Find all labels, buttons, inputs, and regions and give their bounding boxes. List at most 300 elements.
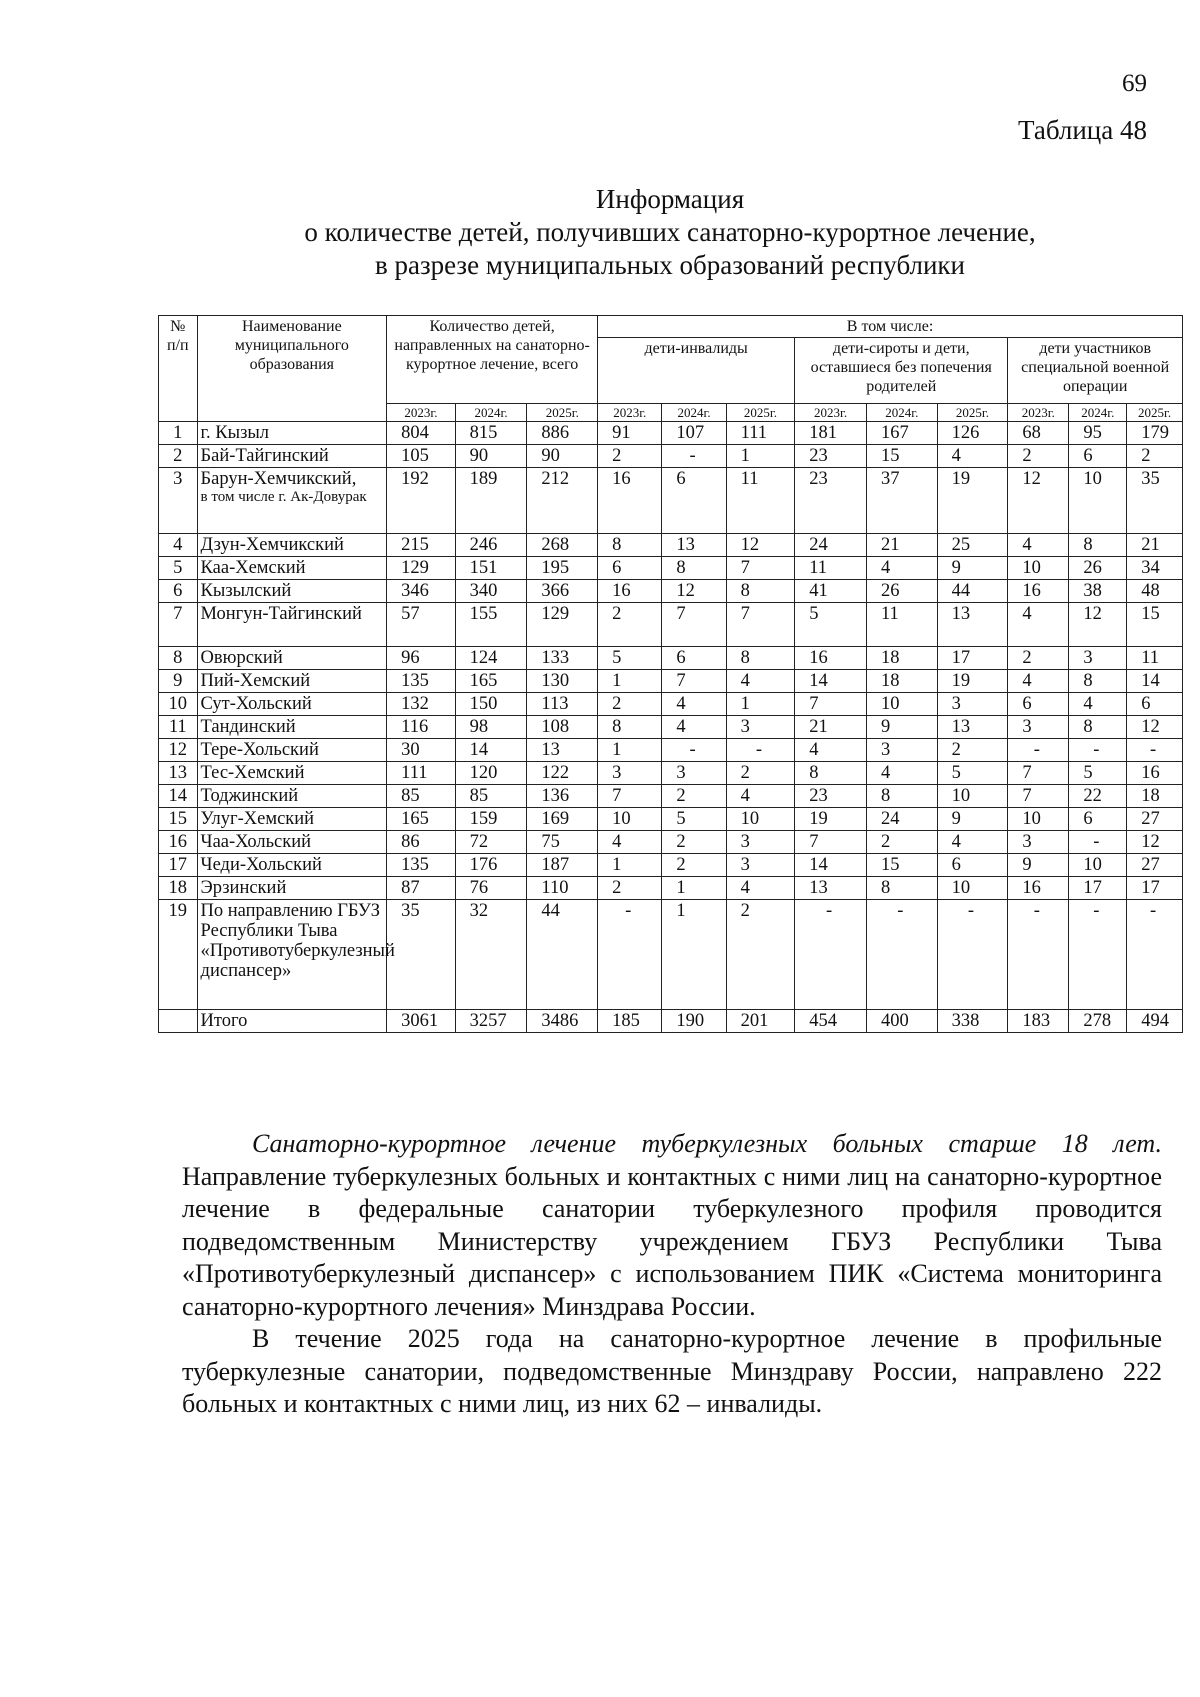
- row-number: 10: [159, 693, 198, 716]
- value-cell: 8: [795, 762, 867, 785]
- value-cell: 12: [662, 580, 726, 603]
- year-header: 2024г.: [662, 404, 726, 422]
- value-cell: 8: [598, 716, 662, 739]
- body-text: [182, 1128, 1162, 1421]
- municipality-name-text: Пий-Хемский: [200, 671, 311, 691]
- value-cell: 10: [1008, 557, 1069, 580]
- municipality-name-text: Улуг-Хемский: [200, 809, 315, 829]
- municipality-name-text: Тандинский: [200, 717, 296, 737]
- value-cell: 108: [527, 716, 598, 739]
- value-cell: 14: [795, 670, 867, 693]
- value-cell: 4: [1008, 670, 1069, 693]
- value-cell: 3: [1008, 716, 1069, 739]
- value-cell: 2: [662, 785, 726, 808]
- value-cell: 167: [866, 422, 937, 445]
- value-cell: 11: [1127, 647, 1183, 670]
- municipality-name-text: Бай-Тайгинский: [200, 446, 329, 466]
- value-cell: 3061: [387, 1010, 456, 1033]
- value-cell: -: [662, 739, 726, 762]
- value-cell: 2: [726, 762, 795, 785]
- year-header: 2025г.: [726, 404, 795, 422]
- value-cell: 4: [937, 445, 1008, 468]
- value-cell: 16: [1008, 580, 1069, 603]
- value-cell: 3257: [455, 1010, 527, 1033]
- municipality-name-text: Дзун-Хемчикский: [200, 535, 344, 555]
- municipality-name: [197, 468, 387, 534]
- table-row: [159, 422, 1183, 445]
- municipality-name-text: По направлению ГБУЗ Республики Тыва «Противотуберкулезный диспансер»: [200, 901, 395, 981]
- value-cell: 12: [1069, 603, 1127, 647]
- row-number: 4: [159, 534, 198, 557]
- value-cell: 21: [866, 534, 937, 557]
- value-cell: 3: [726, 831, 795, 854]
- value-cell: 176: [455, 854, 527, 877]
- value-cell: 90: [455, 445, 527, 468]
- municipality-name: [197, 739, 387, 762]
- header-total: Количество детей, направленных на санаторно-курортное лечение, всего: [387, 316, 598, 404]
- value-cell: 5: [795, 603, 867, 647]
- value-cell: 122: [527, 762, 598, 785]
- municipality-name-text: Чеди-Хольский: [200, 855, 322, 875]
- value-cell: 5: [662, 808, 726, 831]
- paragraph-1: [182, 1128, 1162, 1323]
- value-cell: 1: [598, 739, 662, 762]
- table-row: [159, 580, 1183, 603]
- municipality-name-text: Монгун-Тайгинский: [200, 604, 362, 624]
- municipality-name: [197, 716, 387, 739]
- value-cell: -: [598, 900, 662, 1010]
- value-cell: 8: [726, 580, 795, 603]
- value-cell: 10: [866, 693, 937, 716]
- value-cell: 4: [662, 693, 726, 716]
- row-number: 12: [159, 739, 198, 762]
- year-header: 2024г.: [866, 404, 937, 422]
- value-cell: 26: [1069, 557, 1127, 580]
- table-row: [159, 831, 1183, 854]
- table-label: Таблица 48: [1018, 115, 1147, 145]
- year-header: 2023г.: [387, 404, 456, 422]
- row-number: 6: [159, 580, 198, 603]
- value-cell: 7: [1008, 762, 1069, 785]
- value-cell: 8: [1069, 534, 1127, 557]
- value-cell: 75: [527, 831, 598, 854]
- value-cell: 11: [795, 557, 867, 580]
- value-cell: 8: [1069, 670, 1127, 693]
- value-cell: 886: [527, 422, 598, 445]
- value-cell: 366: [527, 580, 598, 603]
- municipality-subnote: в том числе г. Ак-Довурак: [200, 489, 367, 505]
- value-cell: 15: [1127, 603, 1183, 647]
- value-cell: 4: [726, 670, 795, 693]
- value-cell: 44: [937, 580, 1008, 603]
- value-cell: 120: [455, 762, 527, 785]
- value-cell: 155: [455, 603, 527, 647]
- value-cell: 21: [795, 716, 867, 739]
- header-disabled: дети-инвалиды: [598, 338, 795, 404]
- value-cell: 151: [455, 557, 527, 580]
- municipality-name-text: Тере-Хольский: [200, 740, 319, 760]
- value-cell: 17: [1127, 877, 1183, 900]
- value-cell: 19: [795, 808, 867, 831]
- value-cell: 192: [387, 468, 456, 534]
- value-cell: 18: [866, 670, 937, 693]
- municipality-name-text: Каа-Хемский: [200, 558, 306, 578]
- value-cell: 3: [937, 693, 1008, 716]
- value-cell: 2: [598, 693, 662, 716]
- value-cell: 116: [387, 716, 456, 739]
- value-cell: 105: [387, 445, 456, 468]
- value-cell: 10: [726, 808, 795, 831]
- value-cell: 494: [1127, 1010, 1183, 1033]
- value-cell: 2: [1008, 445, 1069, 468]
- value-cell: 2: [937, 739, 1008, 762]
- value-cell: 23: [795, 468, 867, 534]
- value-cell: 1: [726, 445, 795, 468]
- table-row: [159, 900, 1183, 1010]
- value-cell: 16: [1127, 762, 1183, 785]
- value-cell: 13: [937, 716, 1008, 739]
- municipality-name-text: Итого: [200, 1011, 248, 1031]
- year-header: 2025г.: [527, 404, 598, 422]
- value-cell: 1: [662, 900, 726, 1010]
- value-cell: 24: [866, 808, 937, 831]
- value-cell: 8: [866, 877, 937, 900]
- value-cell: 4: [726, 877, 795, 900]
- row-number: 14: [159, 785, 198, 808]
- value-cell: 110: [527, 877, 598, 900]
- municipality-name: [197, 603, 387, 647]
- value-cell: 7: [598, 785, 662, 808]
- value-cell: 8: [598, 534, 662, 557]
- value-cell: 35: [387, 900, 456, 1010]
- value-cell: 2: [598, 877, 662, 900]
- value-cell: 12: [726, 534, 795, 557]
- value-cell: 268: [527, 534, 598, 557]
- municipality-name: [197, 534, 387, 557]
- data-table: [158, 315, 1183, 1033]
- value-cell: 187: [527, 854, 598, 877]
- value-cell: 68: [1008, 422, 1069, 445]
- value-cell: 9: [866, 716, 937, 739]
- value-cell: 4: [866, 762, 937, 785]
- row-number: 7: [159, 603, 198, 647]
- table-body: [159, 422, 1183, 1033]
- value-cell: 4: [598, 831, 662, 854]
- value-cell: 3: [726, 854, 795, 877]
- value-cell: 15: [866, 854, 937, 877]
- municipality-name-text: г. Кызыл: [200, 423, 270, 443]
- value-cell: 454: [795, 1010, 867, 1033]
- value-cell: 2: [662, 831, 726, 854]
- value-cell: 9: [937, 808, 1008, 831]
- value-cell: 3: [726, 716, 795, 739]
- value-cell: 6: [662, 468, 726, 534]
- value-cell: 6: [937, 854, 1008, 877]
- row-number: [159, 1010, 198, 1033]
- value-cell: 159: [455, 808, 527, 831]
- value-cell: 10: [937, 785, 1008, 808]
- table-row: [159, 693, 1183, 716]
- municipality-name: [197, 557, 387, 580]
- value-cell: 8: [726, 647, 795, 670]
- value-cell: 212: [527, 468, 598, 534]
- value-cell: 90: [527, 445, 598, 468]
- document-title: [170, 183, 1170, 282]
- value-cell: 16: [598, 468, 662, 534]
- value-cell: 4: [1008, 603, 1069, 647]
- year-header: 2025г.: [1127, 404, 1183, 422]
- value-cell: 24: [795, 534, 867, 557]
- value-cell: 4: [1008, 534, 1069, 557]
- value-cell: 22: [1069, 785, 1127, 808]
- value-cell: 124: [455, 647, 527, 670]
- value-cell: 400: [866, 1010, 937, 1033]
- value-cell: 27: [1127, 854, 1183, 877]
- value-cell: 27: [1127, 808, 1183, 831]
- value-cell: 7: [1008, 785, 1069, 808]
- row-number: 19: [159, 900, 198, 1010]
- value-cell: 37: [866, 468, 937, 534]
- value-cell: 57: [387, 603, 456, 647]
- value-cell: 129: [527, 603, 598, 647]
- row-number: 1: [159, 422, 198, 445]
- value-cell: 7: [662, 670, 726, 693]
- value-cell: 133: [527, 647, 598, 670]
- title-line-2: о количестве детей, получивших санаторно-курортное лечение,: [304, 217, 1036, 247]
- value-cell: 7: [795, 831, 867, 854]
- value-cell: 95: [1069, 422, 1127, 445]
- table-row: [159, 670, 1183, 693]
- value-cell: -: [1069, 831, 1127, 854]
- header-svo: дети участников специальной военной операции: [1008, 338, 1183, 404]
- value-cell: 2: [866, 831, 937, 854]
- value-cell: 4: [662, 716, 726, 739]
- row-number: 9: [159, 670, 198, 693]
- municipality-name-text: Эрзинский: [200, 878, 287, 898]
- row-number: 2: [159, 445, 198, 468]
- value-cell: 4: [937, 831, 1008, 854]
- value-cell: 3: [598, 762, 662, 785]
- municipality-name: [197, 670, 387, 693]
- table-row: [159, 716, 1183, 739]
- value-cell: 189: [455, 468, 527, 534]
- municipality-name: [197, 762, 387, 785]
- value-cell: -: [1069, 900, 1127, 1010]
- value-cell: 13: [937, 603, 1008, 647]
- value-cell: 5: [598, 647, 662, 670]
- value-cell: 76: [455, 877, 527, 900]
- value-cell: -: [866, 900, 937, 1010]
- value-cell: 10: [1069, 854, 1127, 877]
- value-cell: 19: [937, 468, 1008, 534]
- value-cell: 16: [1008, 877, 1069, 900]
- value-cell: 17: [1069, 877, 1127, 900]
- title-line-1: Информация: [595, 184, 745, 214]
- municipality-name: [197, 445, 387, 468]
- value-cell: 1: [598, 670, 662, 693]
- value-cell: 17: [937, 647, 1008, 670]
- value-cell: 346: [387, 580, 456, 603]
- value-cell: 21: [1127, 534, 1183, 557]
- value-cell: 201: [726, 1010, 795, 1033]
- value-cell: 26: [866, 580, 937, 603]
- value-cell: 8: [1069, 716, 1127, 739]
- value-cell: 6: [662, 647, 726, 670]
- value-cell: 19: [937, 670, 1008, 693]
- value-cell: 72: [455, 831, 527, 854]
- value-cell: 7: [726, 557, 795, 580]
- table-row: [159, 557, 1183, 580]
- value-cell: 10: [598, 808, 662, 831]
- value-cell: -: [662, 445, 726, 468]
- value-cell: 2: [598, 445, 662, 468]
- value-cell: 815: [455, 422, 527, 445]
- year-header: 2024г.: [455, 404, 527, 422]
- value-cell: 15: [866, 445, 937, 468]
- municipality-name-text: Кызылский: [200, 581, 292, 601]
- table-row: [159, 762, 1183, 785]
- year-header: 2024г.: [1069, 404, 1127, 422]
- table-row: [159, 877, 1183, 900]
- row-number: 8: [159, 647, 198, 670]
- value-cell: 5: [1069, 762, 1127, 785]
- value-cell: 7: [662, 603, 726, 647]
- value-cell: 9: [1008, 854, 1069, 877]
- table-row: [159, 603, 1183, 647]
- value-cell: 215: [387, 534, 456, 557]
- value-cell: -: [726, 739, 795, 762]
- value-cell: 48: [1127, 580, 1183, 603]
- table-row: [159, 808, 1183, 831]
- value-cell: 338: [937, 1010, 1008, 1033]
- value-cell: 165: [387, 808, 456, 831]
- value-cell: 4: [726, 785, 795, 808]
- value-cell: 6: [598, 557, 662, 580]
- year-header: 2023г.: [1008, 404, 1069, 422]
- value-cell: 14: [795, 854, 867, 877]
- year-header: 2023г.: [795, 404, 867, 422]
- municipality-name: [197, 647, 387, 670]
- title-line-3: в разрезе муниципальных образований республики: [374, 250, 966, 280]
- table-row: [159, 785, 1183, 808]
- value-cell: 3: [1008, 831, 1069, 854]
- value-cell: -: [1008, 900, 1069, 1010]
- value-cell: 98: [455, 716, 527, 739]
- value-cell: 5: [937, 762, 1008, 785]
- value-cell: 12: [1127, 831, 1183, 854]
- value-cell: -: [1127, 900, 1183, 1010]
- value-cell: 18: [866, 647, 937, 670]
- row-number: 11: [159, 716, 198, 739]
- municipality-name: [197, 854, 387, 877]
- value-cell: 35: [1127, 468, 1183, 534]
- value-cell: -: [1008, 739, 1069, 762]
- value-cell: 1: [598, 854, 662, 877]
- municipality-name: [197, 877, 387, 900]
- value-cell: 12: [1008, 468, 1069, 534]
- table-row: [159, 1010, 1183, 1033]
- value-cell: 135: [387, 670, 456, 693]
- value-cell: 278: [1069, 1010, 1127, 1033]
- value-cell: 2: [598, 603, 662, 647]
- row-number: 17: [159, 854, 198, 877]
- value-cell: 111: [387, 762, 456, 785]
- value-cell: 3: [866, 739, 937, 762]
- municipality-name: [197, 808, 387, 831]
- value-cell: 10: [1069, 468, 1127, 534]
- value-cell: 113: [527, 693, 598, 716]
- value-cell: 13: [662, 534, 726, 557]
- value-cell: -: [795, 900, 867, 1010]
- value-cell: 4: [866, 557, 937, 580]
- value-cell: 16: [598, 580, 662, 603]
- table-row: [159, 739, 1183, 762]
- value-cell: 87: [387, 877, 456, 900]
- value-cell: 3: [1069, 647, 1127, 670]
- value-cell: 6: [1127, 693, 1183, 716]
- municipality-name: [197, 900, 395, 1010]
- value-cell: 169: [527, 808, 598, 831]
- value-cell: 3: [662, 762, 726, 785]
- row-number: 5: [159, 557, 198, 580]
- value-cell: 183: [1008, 1010, 1069, 1033]
- municipality-name: [197, 831, 387, 854]
- value-cell: 135: [387, 854, 456, 877]
- value-cell: 804: [387, 422, 456, 445]
- value-cell: 41: [795, 580, 867, 603]
- value-cell: 107: [662, 422, 726, 445]
- value-cell: 13: [527, 739, 598, 762]
- value-cell: -: [937, 900, 1008, 1010]
- value-cell: 150: [455, 693, 527, 716]
- value-cell: 2: [662, 854, 726, 877]
- value-cell: 4: [1069, 693, 1127, 716]
- value-cell: 8: [662, 557, 726, 580]
- municipality-name-text: Чаа-Хольский: [200, 832, 312, 852]
- value-cell: 10: [1008, 808, 1069, 831]
- municipality-name-text: Барун-Хемчикский,: [200, 469, 357, 489]
- paragraph-1-body: Направление туберкулезных больных и контактных с ними лиц на санаторно-курортное лечение в федеральные санатории туберкулезного профиля проводится подведомственным Министерству учреждением ГБУЗ Республики Тыва «Противотуберкулезный диспансер» с использованием ПИК «Система мониторинга санаторно-курортного лечения» Минздрава России.: [182, 1161, 1162, 1321]
- table-row: [159, 534, 1183, 557]
- value-cell: -: [1069, 739, 1127, 762]
- municipality-name: [197, 785, 387, 808]
- value-cell: 16: [795, 647, 867, 670]
- value-cell: 165: [455, 670, 527, 693]
- row-number: 18: [159, 877, 198, 900]
- value-cell: 126: [937, 422, 1008, 445]
- value-cell: 190: [662, 1010, 726, 1033]
- value-cell: 136: [527, 785, 598, 808]
- municipality-name: [197, 1010, 387, 1033]
- value-cell: 132: [387, 693, 456, 716]
- value-cell: 4: [795, 739, 867, 762]
- value-cell: 246: [455, 534, 527, 557]
- year-header: 2025г.: [937, 404, 1008, 422]
- value-cell: 179: [1127, 422, 1183, 445]
- table-row: [159, 647, 1183, 670]
- row-number: 16: [159, 831, 198, 854]
- value-cell: 7: [795, 693, 867, 716]
- header-including: В том числе:: [598, 316, 1183, 338]
- municipality-name-text: Овюрский: [200, 648, 283, 668]
- value-cell: 85: [455, 785, 527, 808]
- value-cell: 10: [937, 877, 1008, 900]
- value-cell: 3486: [527, 1010, 598, 1033]
- value-cell: 130: [527, 670, 598, 693]
- value-cell: -: [1127, 739, 1183, 762]
- value-cell: 14: [1127, 670, 1183, 693]
- value-cell: 2: [726, 900, 795, 1010]
